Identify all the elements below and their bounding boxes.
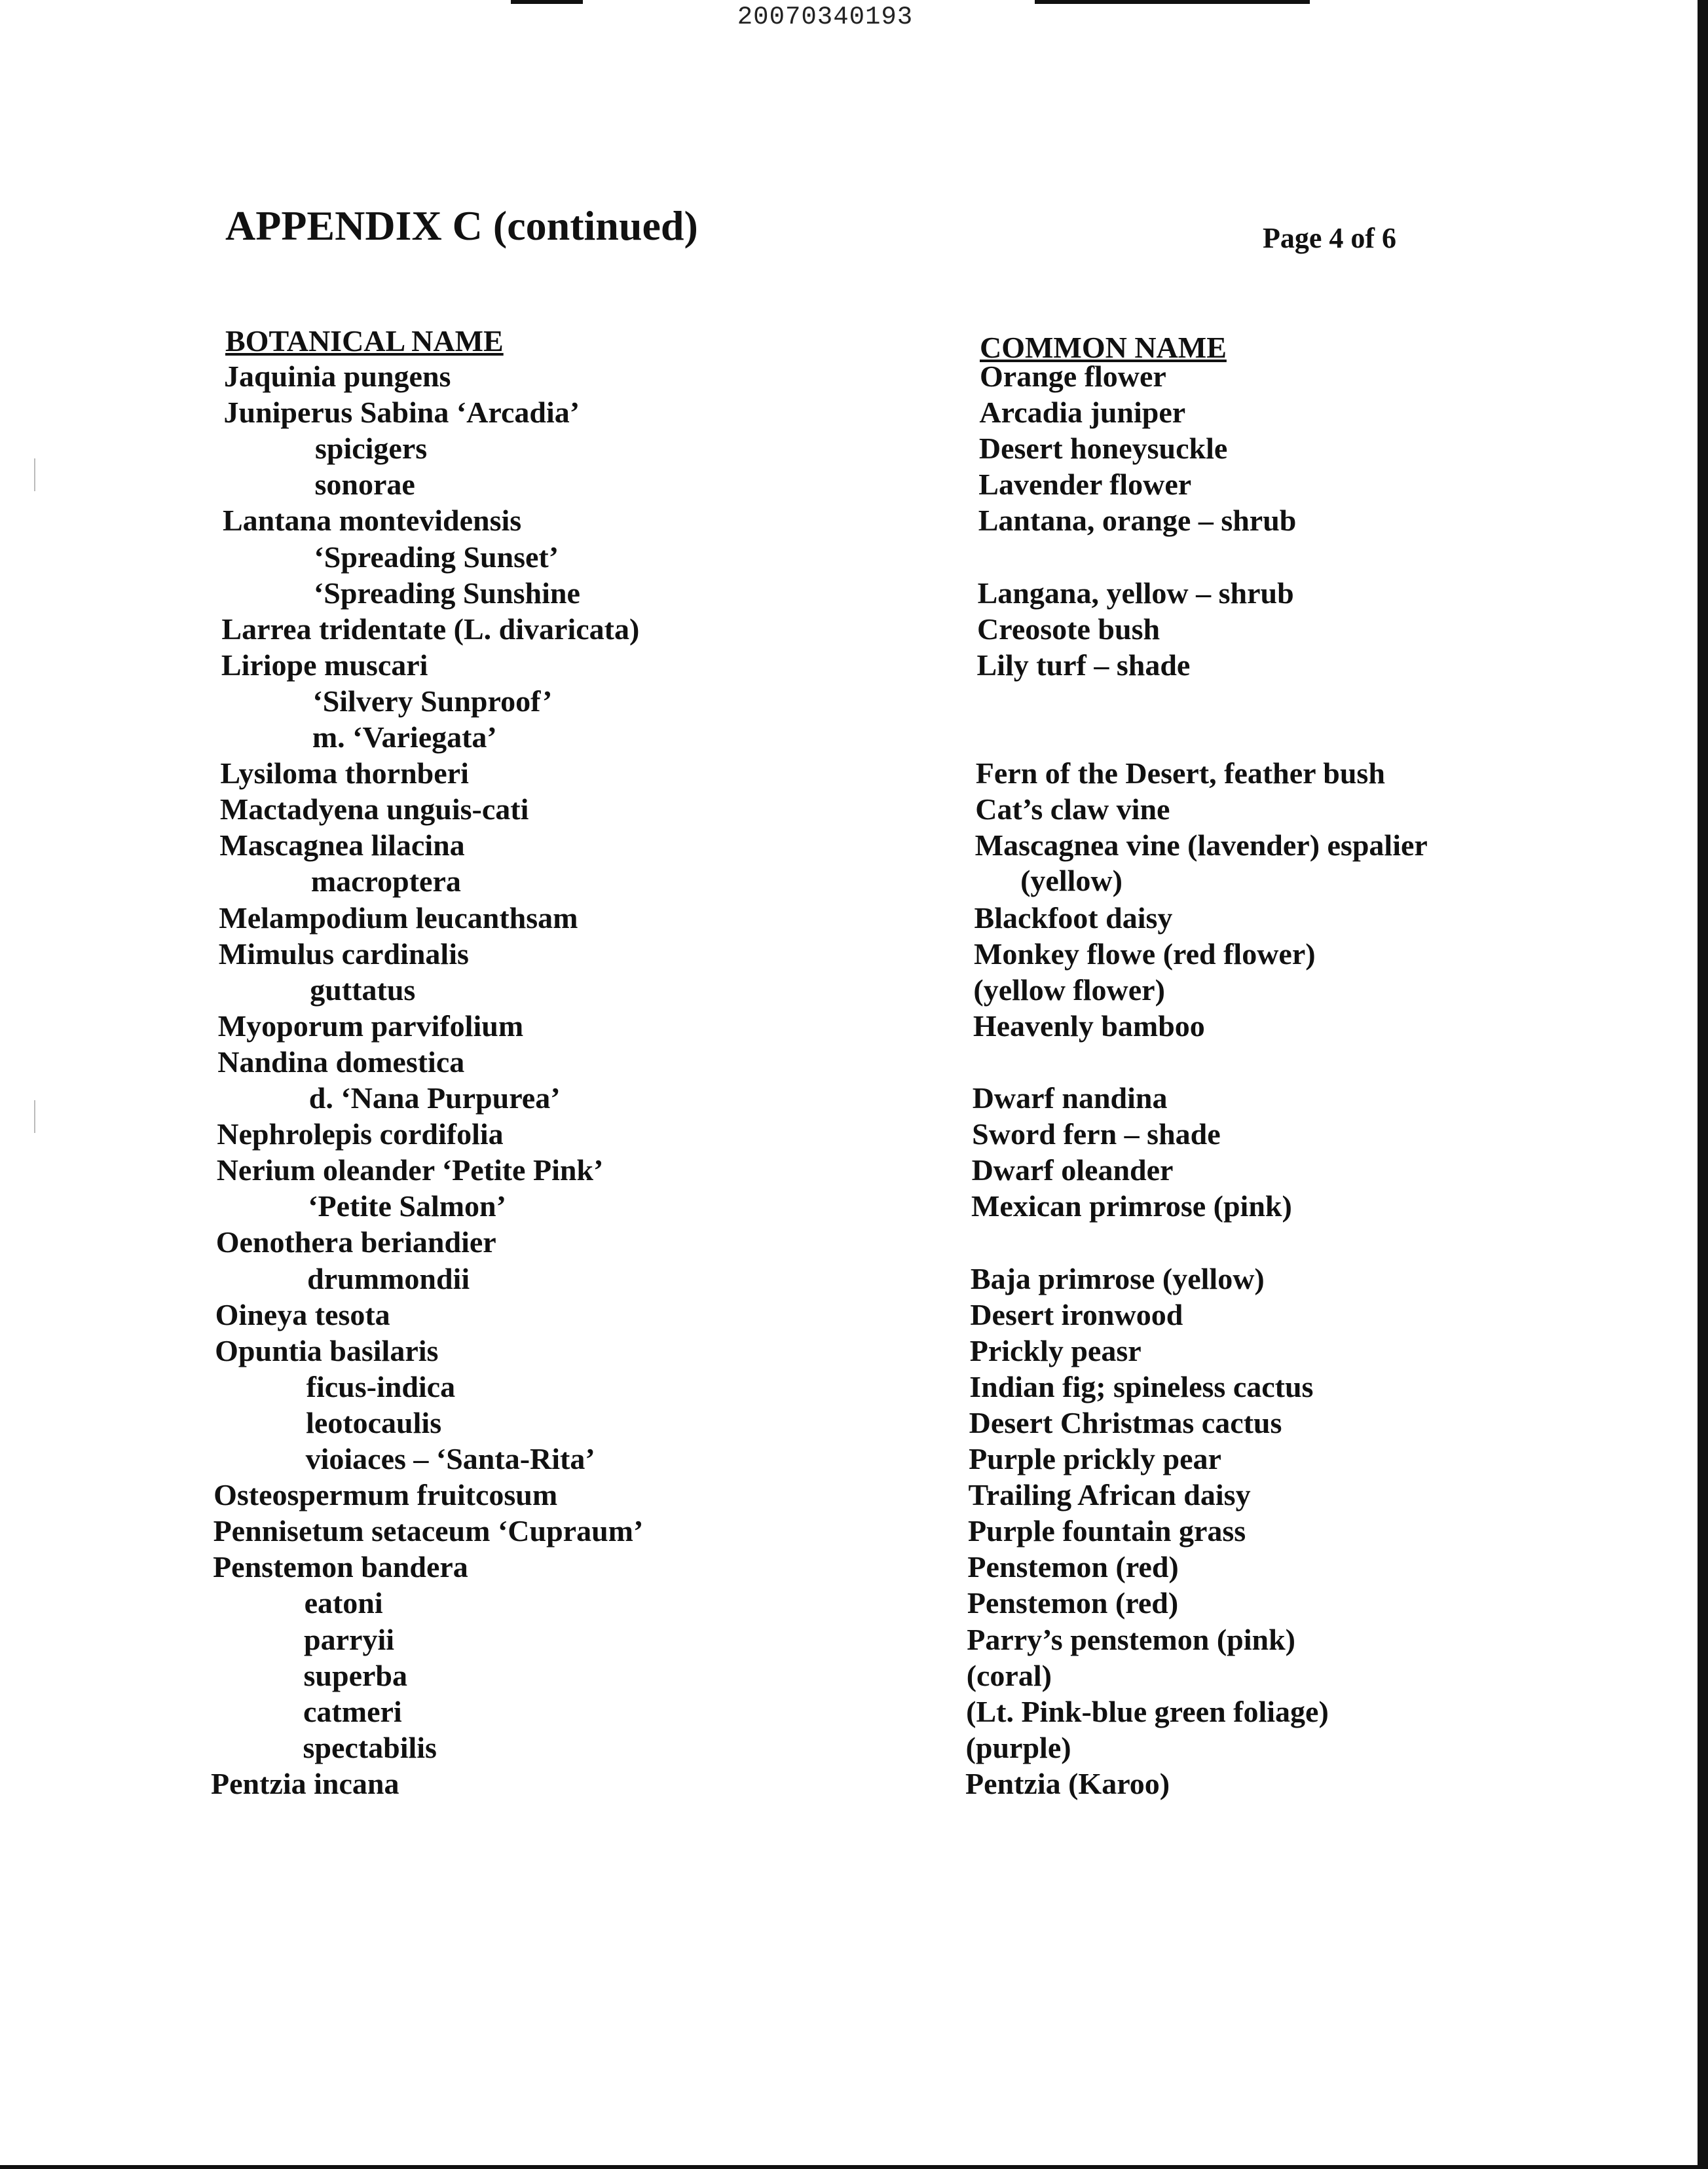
common-name: Blackfoot daisy [974, 900, 1173, 935]
botanical-name: Melampodium leucanthsam [219, 900, 578, 935]
botanical-name: Penstemon bandera [213, 1550, 468, 1584]
scan-edge-right [1698, 0, 1708, 2169]
botanical-name: spectabilis [303, 1730, 437, 1764]
common-name: (Lt. Pink-blue green foliage) [966, 1694, 1329, 1728]
common-name: Desert Christmas cactus [969, 1405, 1282, 1439]
botanical-name: sonorae [314, 468, 415, 502]
botanical-name-header: BOTANICAL NAME [225, 324, 504, 358]
common-name: Mascagnea vine (lavender) espalier [975, 828, 1428, 862]
botanical-name: Opuntia basilaris [215, 1333, 439, 1367]
common-name: Fern of the Desert, feather bush [975, 756, 1385, 790]
botanical-name: superba [303, 1658, 408, 1692]
botanical-name: catmeri [303, 1694, 402, 1728]
common-name: Desert honeysuckle [978, 432, 1228, 466]
botanical-name: ‘Spreading Sunset’ [314, 540, 559, 574]
common-name: Cat’s claw vine [975, 792, 1170, 826]
common-name: Dwarf nandina [972, 1081, 1168, 1115]
botanical-name: ‘Spreading Sunshine [313, 576, 580, 610]
botanical-name: Pennisetum setaceum ‘Cupraum’ [213, 1514, 644, 1548]
botanical-name: leotocaulis [306, 1405, 442, 1439]
botanical-name: Larrea tridentate (L. divaricata) [221, 612, 640, 646]
botanical-name: Liriope muscari [221, 648, 428, 682]
scan-margin-mark [34, 1100, 35, 1133]
botanical-name: Nerium oleander ‘Petite Pink’ [216, 1153, 604, 1187]
common-name: Dwarf oleander [971, 1153, 1174, 1187]
botanical-name: Myoporum parvifolium [217, 1009, 524, 1043]
common-name: (yellow) [1020, 864, 1123, 898]
common-name: (yellow flower) [973, 973, 1165, 1007]
botanical-name: Lantana montevidensis [222, 504, 522, 538]
scan-edge-fragment [1035, 0, 1310, 4]
botanical-name: Lysiloma thornberi [220, 756, 469, 790]
common-name: Indian fig; spineless cactus [969, 1369, 1314, 1403]
botanical-name: Mactadyena unguis-cati [219, 792, 529, 826]
botanical-name: parryii [304, 1622, 395, 1656]
common-name: Langana, yellow – shrub [977, 576, 1294, 610]
common-name: Pentzia (Karoo) [965, 1766, 1170, 1800]
common-name-header: COMMON NAME [980, 331, 1227, 364]
botanical-name: ficus-indica [306, 1369, 456, 1403]
botanical-name: Nandina domestica [217, 1045, 465, 1079]
common-name: Trailing African daisy [968, 1478, 1251, 1512]
common-name: Penstemon (red) [967, 1550, 1179, 1584]
page-title: APPENDIX C (continued) [225, 202, 698, 249]
document-id: 20070340193 [737, 3, 914, 31]
botanical-name: Mascagnea lilacina [219, 828, 465, 862]
common-name: Purple prickly pear [969, 1442, 1221, 1475]
common-name: Mexican primrose (pink) [971, 1189, 1292, 1223]
botanical-name: ‘Petite Salmon’ [308, 1189, 506, 1223]
botanical-name: macroptera [310, 864, 461, 899]
common-name: Heavenly bamboo [973, 1009, 1205, 1043]
common-name: Arcadia juniper [979, 396, 1186, 430]
botanical-name: d. ‘Nana Purpurea’ [308, 1081, 561, 1115]
botanical-name: eatoni [304, 1586, 383, 1620]
common-name: (coral) [966, 1658, 1052, 1692]
botanical-name: Nephrolepis cordifolia [217, 1117, 504, 1151]
common-name: Desert ironwood [970, 1297, 1183, 1331]
common-name: Creosote bush [977, 612, 1160, 646]
common-name: Purple fountain grass [967, 1514, 1246, 1548]
botanical-name: Mimulus cardinalis [218, 936, 469, 971]
botanical-name: drummondii [307, 1261, 470, 1295]
page-number: Page 4 of 6 [1263, 222, 1397, 254]
common-name: Orange flower [980, 360, 1166, 393]
common-name: Lantana, orange – shrub [978, 504, 1297, 538]
common-name: Parry’s penstemon (pink) [967, 1622, 1295, 1656]
botanical-name: Oenothera beriandier [215, 1225, 496, 1259]
botanical-name: Pentzia incana [211, 1766, 399, 1800]
common-name: Penstemon (red) [967, 1586, 1179, 1620]
botanical-name: ‘Silvery Sunproof’ [312, 684, 553, 718]
botanical-name: vioiaces – ‘Santa-Rita’ [305, 1442, 595, 1475]
scan-edge-fragment [511, 0, 583, 4]
scan-edge-bottom [0, 2165, 1708, 2169]
botanical-name: Juniperus Sabina ‘Arcadia’ [223, 396, 580, 430]
common-name: Lily turf – shade [976, 648, 1191, 682]
common-name: (purple) [965, 1730, 1071, 1764]
botanical-name: Jaquinia pungens [224, 360, 451, 393]
common-name: Baja primrose (yellow) [970, 1261, 1265, 1295]
common-name: Lavender flower [978, 468, 1192, 502]
botanical-name: Oineya tesota [215, 1297, 390, 1331]
common-name: Prickly peasr [969, 1333, 1142, 1367]
botanical-name: Osteospermum fruitcosum [214, 1478, 558, 1512]
common-name: Monkey flowe (red flower) [973, 936, 1316, 971]
botanical-name: m. ‘Variegata’ [312, 720, 497, 754]
scan-margin-mark [34, 458, 35, 491]
botanical-name: spicigers [314, 432, 428, 466]
botanical-name: guttatus [310, 973, 416, 1007]
common-name: Sword fern – shade [972, 1117, 1221, 1151]
